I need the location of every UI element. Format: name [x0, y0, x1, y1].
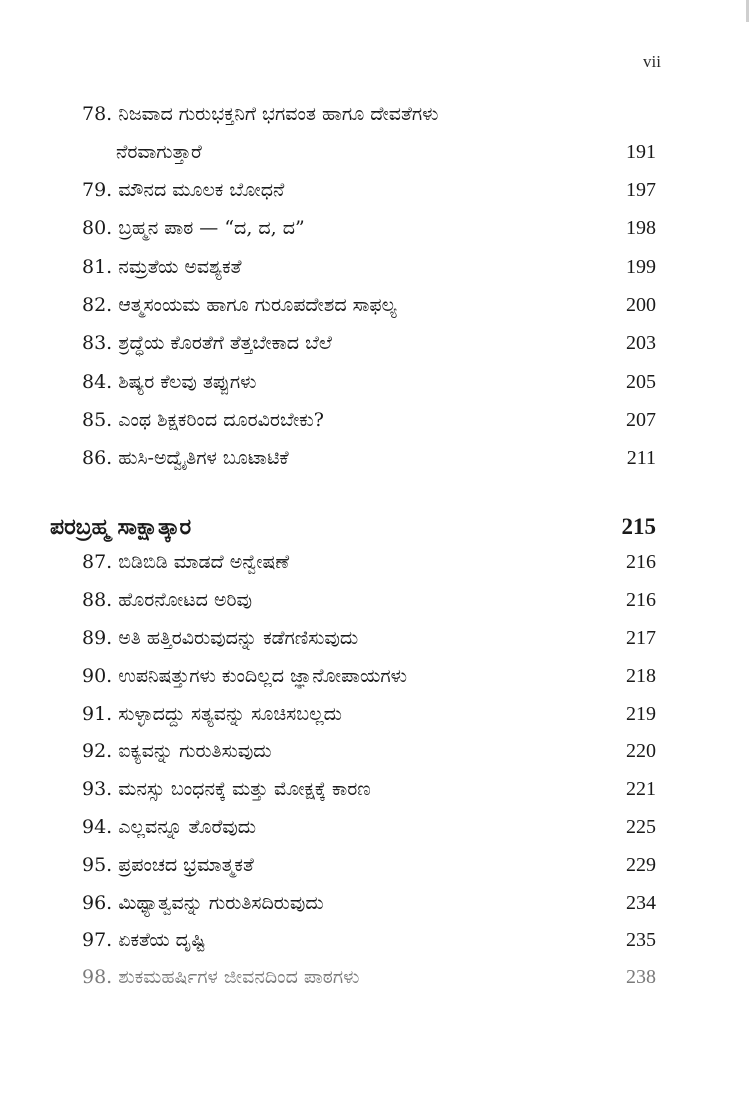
toc-entry-page: 199: [626, 256, 656, 278]
toc-entry-page: 203: [626, 332, 656, 354]
toc-entry-title: 96. ಮಿಥ್ಯಾತ್ವವನ್ನು ಗುರುತಿಸದಿರುವುದು: [82, 892, 324, 914]
toc-entry: [82, 328, 656, 358]
toc-entry-page: 219: [626, 703, 656, 725]
toc-entry-page: 238: [626, 966, 656, 988]
toc-entry-page: 207: [626, 409, 656, 431]
toc-entry: [82, 661, 656, 691]
toc-entry-title: ನೆರವಾಗುತ್ತಾರೆ: [116, 141, 202, 163]
toc-entry-title: 86. ಹುಸಿ-ಅದ್ವೈತಿಗಳ ಬೂಟಾಟಿಕೆ: [82, 447, 289, 469]
toc-entry-page: 216: [626, 551, 656, 573]
toc-entry-continuation: [82, 137, 656, 167]
toc-entry: [82, 623, 656, 653]
toc-entry-page: 217: [626, 627, 656, 649]
toc-entry-title: 79. ಮೌನದ ಮೂಲಕ ಬೋಧನೆ: [82, 179, 285, 201]
toc-entry: [82, 850, 656, 880]
toc-entry-title: 82. ಆತ್ಮಸಂಯಮ ಹಾಗೂ ಗುರೂಪದೇಶದ ಸಾಫಲ್ಯ: [82, 294, 397, 316]
toc-entry: [82, 585, 656, 615]
toc-entry: [82, 252, 656, 282]
section-heading: [50, 510, 656, 544]
toc-entry-page: 200: [626, 294, 656, 316]
toc-entry-title: 81. ನಮ್ರತೆಯ ಅವಶ್ಯಕತೆ: [82, 256, 242, 278]
toc-entry-page: 235: [626, 929, 656, 951]
toc-entry-title: 89. ಅತಿ ಹತ್ತಿರವಿರುವುದನ್ನು ಕಡೆಗಣಿಸುವುದು: [82, 627, 359, 649]
toc-entry-page: 220: [626, 740, 656, 762]
toc-entry-title: 94. ಎಲ್ಲವನ್ನೂ ತೊರೆವುದು: [82, 816, 257, 838]
toc-entry-page: 225: [626, 816, 656, 838]
toc-entry-page: 221: [626, 778, 656, 800]
toc-entry-page: 205: [626, 371, 656, 393]
toc-entry-page: 216: [626, 589, 656, 611]
toc-entry-page: 234: [626, 892, 656, 914]
toc-entry: [82, 812, 656, 842]
toc-entry: [82, 888, 656, 918]
toc-entry: [82, 699, 656, 729]
toc-entry-title: 93. ಮನಸ್ಸು ಬಂಧನಕ್ಕೆ ಮತ್ತು ಮೋಕ್ಷಕ್ಕೆ ಕಾರಣ: [82, 778, 371, 800]
toc-entry: [82, 774, 656, 804]
toc-entry-title: 90. ಉಪನಿಷತ್ತುಗಳು ಕುಂದಿಲ್ಲದ ಜ್ಞಾನೋಪಾಯಗಳು: [82, 665, 407, 687]
toc-entry: [82, 405, 656, 435]
toc-entry-title: 80. ಬ್ರಹ್ಮನ ಪಾಠ — “ದ, ದ, ದ”: [82, 217, 305, 239]
toc-entry-page: 229: [626, 854, 656, 876]
toc-entry: [82, 290, 656, 320]
toc-entry-page: 197: [626, 179, 656, 201]
section-title: ಪರಬ್ರಹ್ಮ ಸಾಕ್ಷಾತ್ಕಾರ: [50, 514, 192, 540]
toc-entry-title: 97. ಏಕತೆಯ ದೃಷ್ಟಿ: [82, 929, 206, 951]
toc-entry: [82, 925, 656, 955]
toc-entry-title: 85. ಎಂಥ ಶಿಕ್ಷಕರಿಂದ ದೂರವಿರಬೇಕು?: [82, 409, 324, 431]
toc-entry: [82, 367, 656, 397]
toc-entry-title: 83. ಶ್ರದ್ಧೆಯ ಕೊರತೆಗೆ ತೆತ್ತಬೇಕಾದ ಬೆಲೆ: [82, 332, 332, 354]
toc-entry-title: 78. ನಿಜವಾದ ಗುರುಭಕ್ತನಿಗೆ ಭಗವಂತ ಹಾಗೂ ದೇವತೆಗಳು: [82, 103, 439, 125]
toc-entry-title: 84. ಶಿಷ್ಯರ ಕೆಲವು ತಪ್ಪುಗಳು: [82, 371, 257, 393]
toc-entry: [82, 736, 656, 766]
toc-entry-title: 87. ಬಿಡಿಬಿಡಿ ಮಾಡದೆ ಅನ್ವೇಷಣೆ: [82, 551, 290, 573]
toc-entry-page: 191: [626, 141, 656, 163]
toc-entry: [82, 443, 656, 473]
page-number: vii: [643, 52, 661, 71]
toc-entry-title: 92. ಐಕ್ಯವನ್ನು ಗುರುತಿಸುವುದು: [82, 740, 272, 762]
toc-entry-title: 95. ಪ್ರಪಂಚದ ಭ್ರಮಾತ್ಮಕತೆ: [82, 854, 254, 876]
toc-entry-title: 91. ಸುಳ್ಳಾದದ್ದು ಸತ್ಯವನ್ನು ಸೂಚಿಸಬಲ್ಲದು: [82, 703, 342, 725]
toc-entry-title: 98. ಶುಕಮಹರ್ಷಿಗಳ ಜೀವನದಿಂದ ಪಾಠಗಳು: [82, 966, 360, 988]
toc-entry: [82, 213, 656, 243]
toc-entry-page: 218: [626, 665, 656, 687]
section-page: 215: [621, 514, 656, 539]
toc-entry: [82, 175, 656, 205]
toc-entry: [82, 99, 656, 129]
toc-entry: [82, 962, 656, 992]
toc-entry-page: 198: [626, 217, 656, 239]
toc-entry-title: 88. ಹೊರನೋಟದ ಅರಿವು: [82, 589, 253, 611]
toc-entry-page: 211: [626, 447, 656, 469]
toc-entry: [82, 547, 656, 577]
